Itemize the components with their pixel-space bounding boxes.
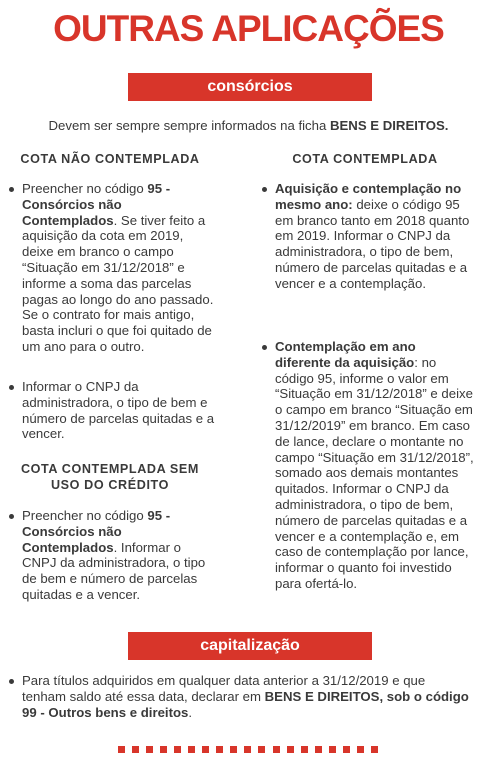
- bullet-bold: 95 - Consórcios não Contemplados: [22, 508, 171, 555]
- list-item-cota-contemplada-1: [275, 181, 475, 292]
- bullet-text: . Informar o CNPJ da administradora, o tipo de bem e número de parcelas quitadas e a vencer.: [22, 539, 206, 602]
- list-item-cota-nao-contemplada-1: [22, 181, 218, 355]
- heading-cota-contemplada-sem-uso: COTA CONTEMPLADA SEM USO DO CRÉDITO: [20, 462, 200, 492]
- list-item-cota-nao-contemplada-2: Informar o CNPJ da administradora, o tipo de bem e número de parcelas quitadas e a vencer.: [22, 379, 218, 442]
- heading-cota-contemplada: COTA CONTEMPLADA: [292, 152, 438, 166]
- bullet-text: Preencher no código: [22, 508, 148, 523]
- heading-cota-nao-contemplada: COTA NÃO CONTEMPLADA: [20, 152, 200, 166]
- footer-divider: [118, 746, 378, 753]
- bullet-text: deixe o código 95 em branco tanto em 2018 quanto em 2019. Informar o CNPJ da administradora, o tipo de bem, número de parcelas quitadas e a vencer e a contemplação.: [275, 196, 470, 291]
- page-title: OUTRAS APLICAÇÕES: [53, 8, 444, 49]
- bullet-bold: 95 - Consórcios não Contemplados: [22, 181, 171, 228]
- intro-text-plain: Devem ser sempre sempre informados na ficha: [48, 118, 330, 133]
- intro-text: [0, 118, 497, 133]
- bullet-text: : no código 95, informe o valor em “Situação em 31/12/2018” e deixe o campo em branco “Situação em 31/12/2019” em branco. Em caso de lance, declare o montante no campo “Situação em 31/12/2018”, somado aos demais montantes quitados. Informar o CNPJ da administradora, o tipo de bem, número de parcelas quitadas e a vencer e a contemplação e, em caso de contemplação por lance, informar o quanto foi investido para ofertá-lo.: [275, 354, 474, 591]
- list-item-cota-sem-uso-1: [22, 508, 212, 603]
- bullet-text: Preencher no código: [22, 181, 148, 196]
- bullet-text: .: [188, 704, 193, 720]
- list-item-capitalizacao: [22, 673, 472, 720]
- intro-text-bold: BENS E DIREITOS.: [329, 118, 449, 133]
- section-header-consorcios: consórcios: [128, 73, 372, 101]
- section-header-capitalizacao: capitalização: [128, 632, 372, 660]
- bullet-bold: Aquisição e contemplação no mesmo ano:: [275, 181, 462, 212]
- bullet-text: Para títulos adquiridos em qualquer data anterior a 31/12/2019 e que tenham saldo até essa data, declarar em: [22, 673, 426, 704]
- bullet-bold: BENS E DIREITOS, sob o código 99 - Outros bens e direitos: [22, 688, 469, 720]
- list-item-cota-contemplada-2: [275, 339, 475, 592]
- bullet-text: . Se tiver feito a aquisição da cota em 2019, deixe em branco o campo “Situação em 31/12/2018” e informe a soma das parcelas pagas ao longo do ano passado. Se o contrato for mais antigo, basta incluri o que foi quitado de um ano para o outro.: [22, 212, 214, 354]
- bullet-bold: Contemplação em ano diferente da aquisição: [275, 339, 416, 370]
